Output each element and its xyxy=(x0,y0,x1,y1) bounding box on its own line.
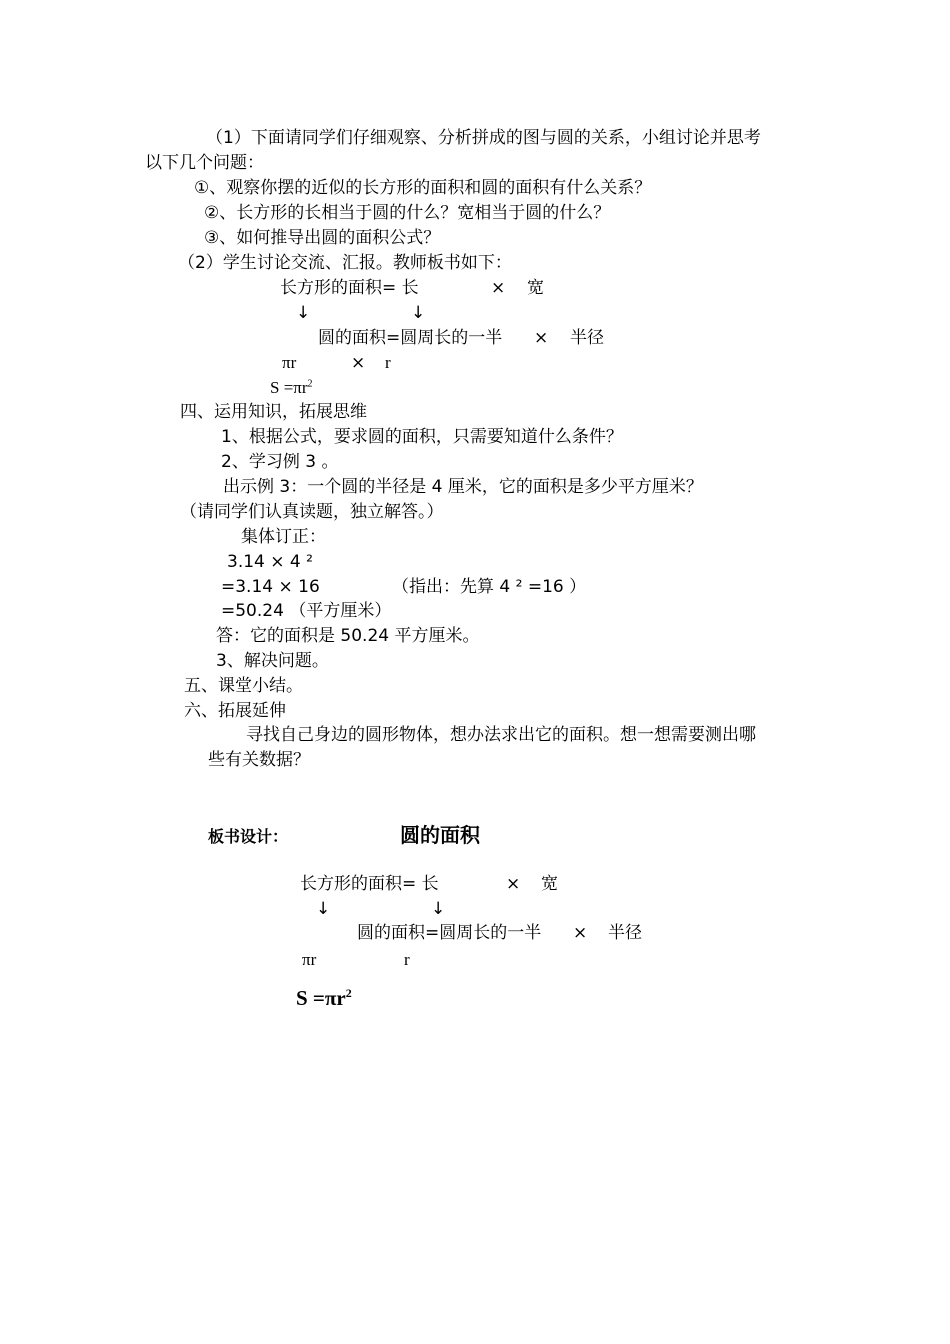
apply-item-1: 1、根据公式，要求圆的面积，只需要知道什么条件？ xyxy=(221,427,623,447)
derivation-rect-area: 长方形的面积= 长 xyxy=(280,278,419,298)
section-5-heading: 五、课堂小结。 xyxy=(184,676,303,696)
question-2: ②、长方形的长相当于圆的什么？宽相当于圆的什么？ xyxy=(204,203,611,223)
derivation-radius: 半径 xyxy=(570,328,604,348)
answer-line: 答：它的面积是 50.24 平方厘米。 xyxy=(216,626,480,646)
instruction-line-1: （1）下面请同学们仔细观察、分析拼成的图与圆的关系，小组讨论并思考 xyxy=(206,128,761,148)
derivation-times: × xyxy=(534,328,549,348)
board-radius: 半径 xyxy=(608,923,642,943)
derivation-circle-area: 圆的面积=圆周长的一半 xyxy=(318,328,503,348)
calc-note: （指出：先算 4 ² =16 ） xyxy=(392,577,587,597)
derivation-times: × xyxy=(351,353,366,373)
extend-task-line-2: 些有关数据？ xyxy=(208,750,310,770)
board-width: 宽 xyxy=(541,874,558,894)
calc-line-2: =3.14 × 16 xyxy=(221,577,320,597)
extend-task-line-1: 寻找自己身边的圆形物体，想办法求出它的面积。想一想需要测出哪 xyxy=(246,725,756,745)
board-r: r xyxy=(404,950,410,969)
derivation-width: 宽 xyxy=(527,278,544,298)
derivation-times: × xyxy=(491,278,506,298)
down-arrow-icon: ↓ xyxy=(411,303,426,323)
apply-item-3: 3、解决问题。 xyxy=(216,651,329,671)
instruction-line-2: 以下几个问题： xyxy=(145,153,264,173)
down-arrow-icon: ↓ xyxy=(296,303,311,323)
calc-line-3: =50.24 （平方厘米） xyxy=(221,601,392,621)
board-times: × xyxy=(506,874,521,894)
area-formula: $S =\pi r^2$ xyxy=(270,378,313,397)
calc-line-1: 3.14 × 4 ² xyxy=(227,552,313,572)
derivation-pi-r: πr xyxy=(282,353,297,372)
apply-item-2: 2、学习例 3 。 xyxy=(221,452,339,472)
collective-correction: 集体订正： xyxy=(241,527,326,547)
board-label: 板书设计： xyxy=(208,827,289,846)
board-rect-area: 长方形的面积= 长 xyxy=(300,874,439,894)
example-3: 出示例 3：一个圆的半径是 4 厘米，它的面积是多少平方厘米？ xyxy=(223,477,703,497)
board-pi-r: πr xyxy=(302,950,317,969)
section-6-heading: 六、拓展延伸 xyxy=(184,701,286,721)
down-arrow-icon: ↓ xyxy=(316,899,331,919)
down-arrow-icon: ↓ xyxy=(431,899,446,919)
derivation-r: r xyxy=(385,353,391,372)
question-3: ③、如何推导出圆的面积公式？ xyxy=(204,228,441,248)
question-1: ①、观察你摆的近似的长方形的面积和圆的面积有什么关系？ xyxy=(194,178,652,198)
report-line: （2）学生讨论交流、汇报。教师板书如下： xyxy=(178,253,512,273)
board-area-formula: $S =\pi r^2$ xyxy=(296,986,352,1010)
reading-instruction: （请同学们认真读题，独立解答。） xyxy=(180,502,444,522)
section-4-heading: 四、运用知识，拓展思维 xyxy=(180,402,367,422)
board-title: 圆的面积 xyxy=(400,823,480,847)
board-times: × xyxy=(573,923,588,943)
board-circle-area: 圆的面积=圆周长的一半 xyxy=(357,923,542,943)
